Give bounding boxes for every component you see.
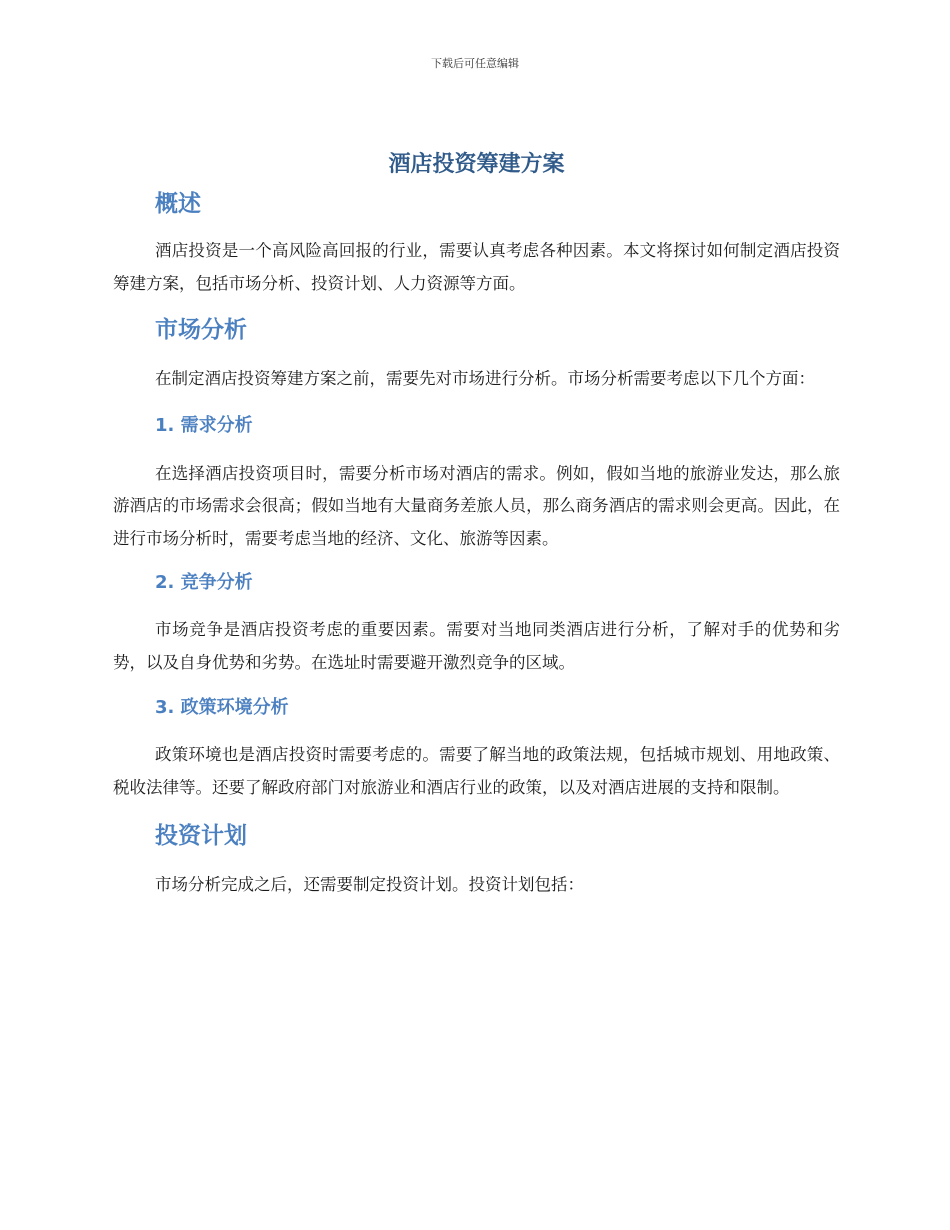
heading-market-analysis: 市场分析 — [155, 317, 247, 343]
paragraph-investment-plan: 市场分析完成之后，还需要制定投资计划。投资计划包括： — [155, 875, 584, 894]
subheading-competition-analysis: 2. 竞争分析 — [155, 572, 253, 593]
subheading-policy-analysis: 3. 政策环境分析 — [155, 697, 289, 718]
document-title: 酒店投资筹建方案 — [388, 152, 565, 177]
heading-overview: 概述 — [155, 191, 201, 217]
paragraph-demand-analysis: 在选择酒店投资项目时，需要分析市场对酒店的需求。例如，假如当地的旅游业发达，那么旅游酒店的市场需求会很高；假如当地有大量商务差旅人员，那么商务酒店的需求则会更高。因此，在进行市场分析时，需要考虑当地的经济、文化、旅游等因素。 — [113, 463, 840, 548]
paragraph-policy-analysis: 政策环境也是酒店投资时需要考虑的。需要了解当地的政策法规，包括城市规划、用地政策、税收法律等。还要了解政府部门对旅游业和酒店行业的政策，以及对酒店进展的支持和限制。 — [113, 745, 840, 797]
document-content — [113, 140, 840, 902]
header-note: 下载后可任意编辑 — [431, 57, 519, 70]
paragraph-competition-analysis: 市场竞争是酒店投资考虑的重要因素。需要对当地同类酒店进行分析，了解对手的优势和劣势，以及自身优势和劣势。在选址时需要避开激烈竞争的区域。 — [113, 620, 840, 672]
heading-investment-plan: 投资计划 — [155, 823, 247, 849]
subheading-demand-analysis: 1. 需求分析 — [155, 414, 253, 436]
paragraph-market-analysis: 在制定酒店投资筹建方案之前，需要先对市场进行分析。市场分析需要考虑以下几个方面： — [155, 369, 815, 388]
paragraph-overview: 酒店投资是一个高风险高回报的行业，需要认真考虑各种因素。本文将探讨如何制定酒店投资筹建方案，包括市场分析、投资计划、人力资源等方面。 — [113, 241, 840, 293]
